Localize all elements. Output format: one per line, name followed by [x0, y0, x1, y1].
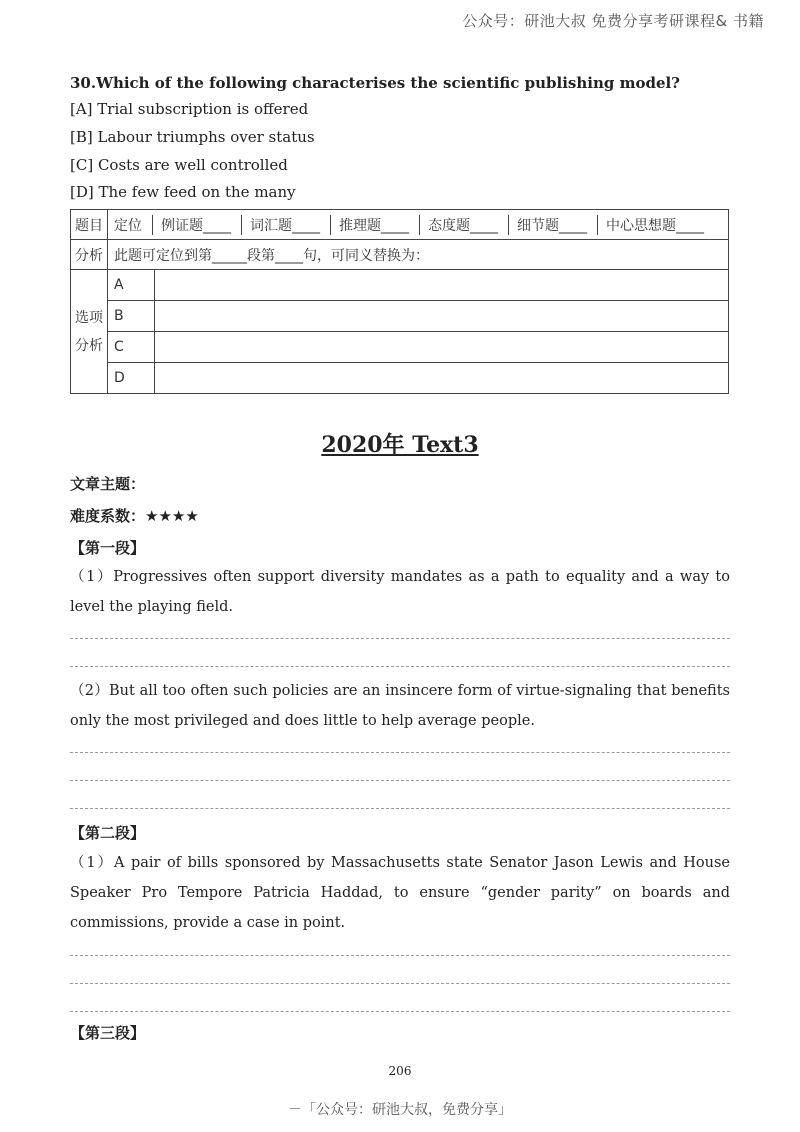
paragraph-1-head: 【第一段】	[70, 539, 146, 557]
option-b: [B] Labour triumphs over status	[70, 128, 315, 146]
label-question-top: 题目	[71, 210, 108, 240]
footer-watermark: －「公众号：研池大叔，免费分享」	[288, 1102, 512, 1118]
option-letter-a: A	[108, 270, 155, 301]
answer-line[interactable]	[70, 752, 730, 753]
qtype-detail: 细节题____	[517, 215, 598, 235]
option-letter-d: D	[108, 363, 155, 394]
question-type-row	[108, 210, 729, 240]
label-option-analysis	[71, 270, 108, 394]
difficulty-label: 难度系数：★★★★	[70, 507, 199, 525]
qtype-vocab: 词汇题____	[250, 215, 331, 235]
header-watermark: 公众号：研池大叔 免费分享考研课程& 书籍	[462, 12, 764, 30]
qtype-locate: 定位	[114, 215, 153, 235]
answer-line[interactable]	[70, 780, 730, 781]
label-option-bottom: 分析	[75, 337, 103, 354]
answer-line[interactable]	[70, 666, 730, 667]
qtype-main-idea: 中心思想题____	[606, 217, 704, 234]
answer-line[interactable]	[70, 808, 730, 809]
answer-line[interactable]	[70, 638, 730, 639]
option-d: [D] The few feed on the many	[70, 183, 296, 201]
paragraph-2-sentence-1: （1）A pair of bills sponsored by Massachusetts state Senator Jason Lewis and House Speaker Pro Tempore Patricia Haddad, to ensure “gender parity” on boards and commissions, provide a case in point.	[70, 855, 730, 931]
answer-line[interactable]	[70, 1011, 730, 1012]
qtype-inference: 推理题____	[339, 215, 420, 235]
option-c-answer-cell[interactable]	[155, 332, 729, 363]
qtype-attitude: 态度题____	[428, 215, 509, 235]
option-a: [A] Trial subscription is offered	[70, 100, 309, 118]
label-question-bottom: 分析	[71, 240, 108, 270]
paragraph-1-sentence-2: （2）But all too often such policies are an insincere form of virtue-signaling that benefits only the most privileged and does little to help average people.	[70, 683, 730, 729]
option-c: [C] Costs are well controlled	[70, 156, 288, 174]
qtype-example: 例证题____	[161, 215, 242, 235]
paragraph-3-head: 【第三段】	[70, 1024, 146, 1042]
option-d-answer-cell[interactable]	[155, 363, 729, 394]
option-b-answer-cell[interactable]	[155, 301, 729, 332]
section-title: 2020年 Text3	[321, 432, 479, 458]
analysis-table	[70, 209, 729, 394]
option-letter-c: C	[108, 332, 155, 363]
theme-label: 文章主题：	[70, 475, 146, 493]
option-letter-b: B	[108, 301, 155, 332]
answer-line[interactable]	[70, 983, 730, 984]
page-number: 206	[388, 1064, 412, 1078]
answer-line[interactable]	[70, 955, 730, 956]
paragraph-1-sentence-1: （1）Progressives often support diversity mandates as a path to equality and a way to level the playing field.	[70, 569, 730, 615]
question-title: 30.Which of the following characterises the scientific publishing model?	[70, 74, 680, 92]
locate-text: 此题可定位到第_____段第____句，可同义替换为：	[108, 240, 729, 270]
option-a-answer-cell[interactable]	[155, 270, 729, 301]
label-option-top: 选项	[75, 309, 103, 326]
paragraph-2-head: 【第二段】	[70, 824, 146, 842]
